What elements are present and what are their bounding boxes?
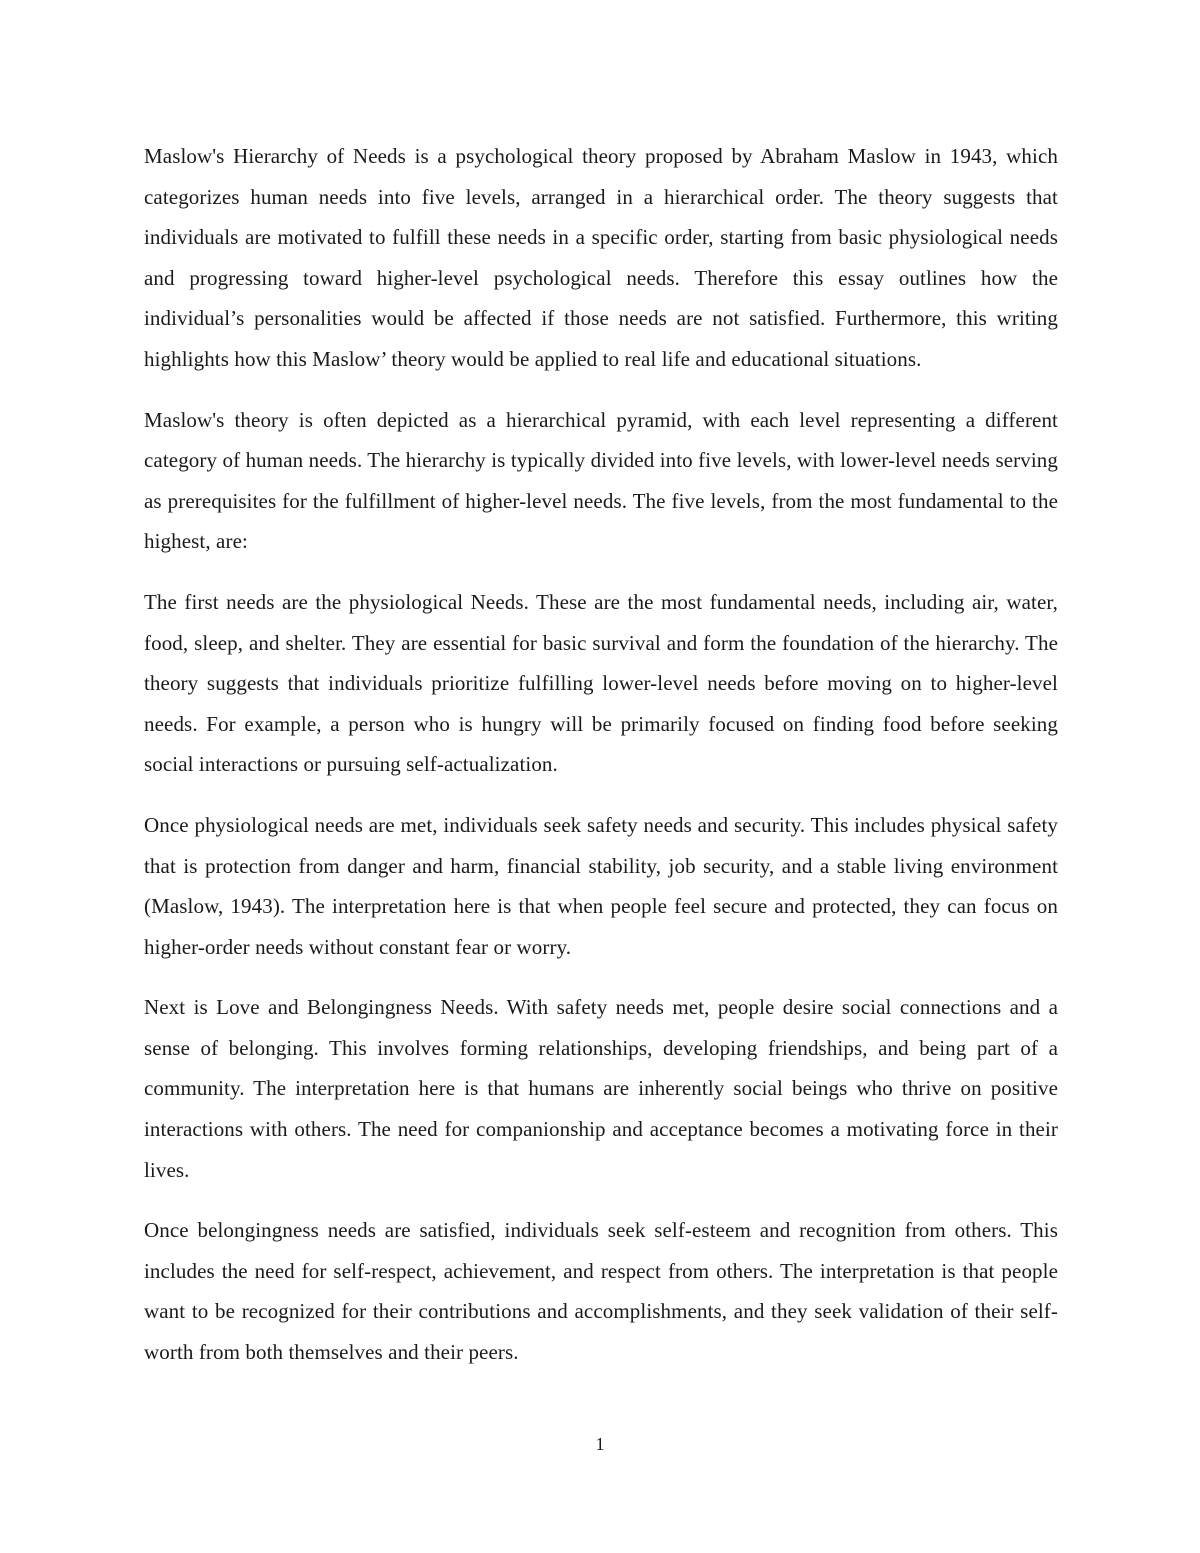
document-body — [144, 136, 1058, 1393]
paragraph-love-belonging-needs: Next is Love and Belongingness Needs. With safety needs met, people desire social connections and a sense of belonging. This involves forming relationships, developing friendships, and being part of a community. The interpretation here is that humans are inherently social beings who thrive on positive interactions with others. The need for companionship and acceptance becomes a motivating force in their lives. — [144, 995, 1058, 1182]
paragraph-physiological-needs: The first needs are the physiological Needs. These are the most fundamental needs, including air, water, food, sleep, and shelter. They are essential for basic survival and form the foundation of the hierarchy. The theory suggests that individuals prioritize fulfilling lower-level needs before moving on to higher-level needs. For example, a person who is hungry will be primarily focused on finding food before seeking social interactions or pursuing self-actualization. — [144, 589, 1058, 777]
paragraph-introduction: Maslow's Hierarchy of Needs is a psychological theory proposed by Abraham Maslow in 1943, which categorizes human needs into five levels, arranged in a hierarchical order. The theory suggests that individuals are motivated to fulfill these needs in a specific order, starting from basic physiological needs and progressing toward higher-level psychological needs. Therefore this essay outlines how the individual’s personalities would be affected if those needs are not satisfied. Furthermore, this writing highlights how this Maslow’ theory would be applied to real life and educational situations. — [144, 144, 1058, 371]
paragraph-pyramid-overview: Maslow's theory is often depicted as a hierarchical pyramid, with each level representing a different category of human needs. The hierarchy is typically divided into five levels, with lower-level needs serving as prerequisites for the fulfillment of higher-level needs. The five levels, from the most fundamental to the highest, are: — [144, 407, 1058, 554]
paragraph-safety-needs: Once physiological needs are met, individuals seek safety needs and security. This includes physical safety that is protection from danger and harm, financial stability, job security, and a stable living environment (Maslow, 1943). The interpretation here is that when people feel secure and protected, they can focus on higher-order needs without constant fear or worry. — [144, 812, 1058, 959]
paragraph-esteem-needs: Once belongingness needs are satisfied, individuals seek self-esteem and recognition from others. This includes the need for self-respect, achievement, and respect from others. The interpretation is that people want to be recognized for their contributions and accomplishments, and they seek validation of their self-worth from both themselves and their peers. — [144, 1218, 1058, 1365]
page-number: 1 — [595, 1434, 605, 1454]
